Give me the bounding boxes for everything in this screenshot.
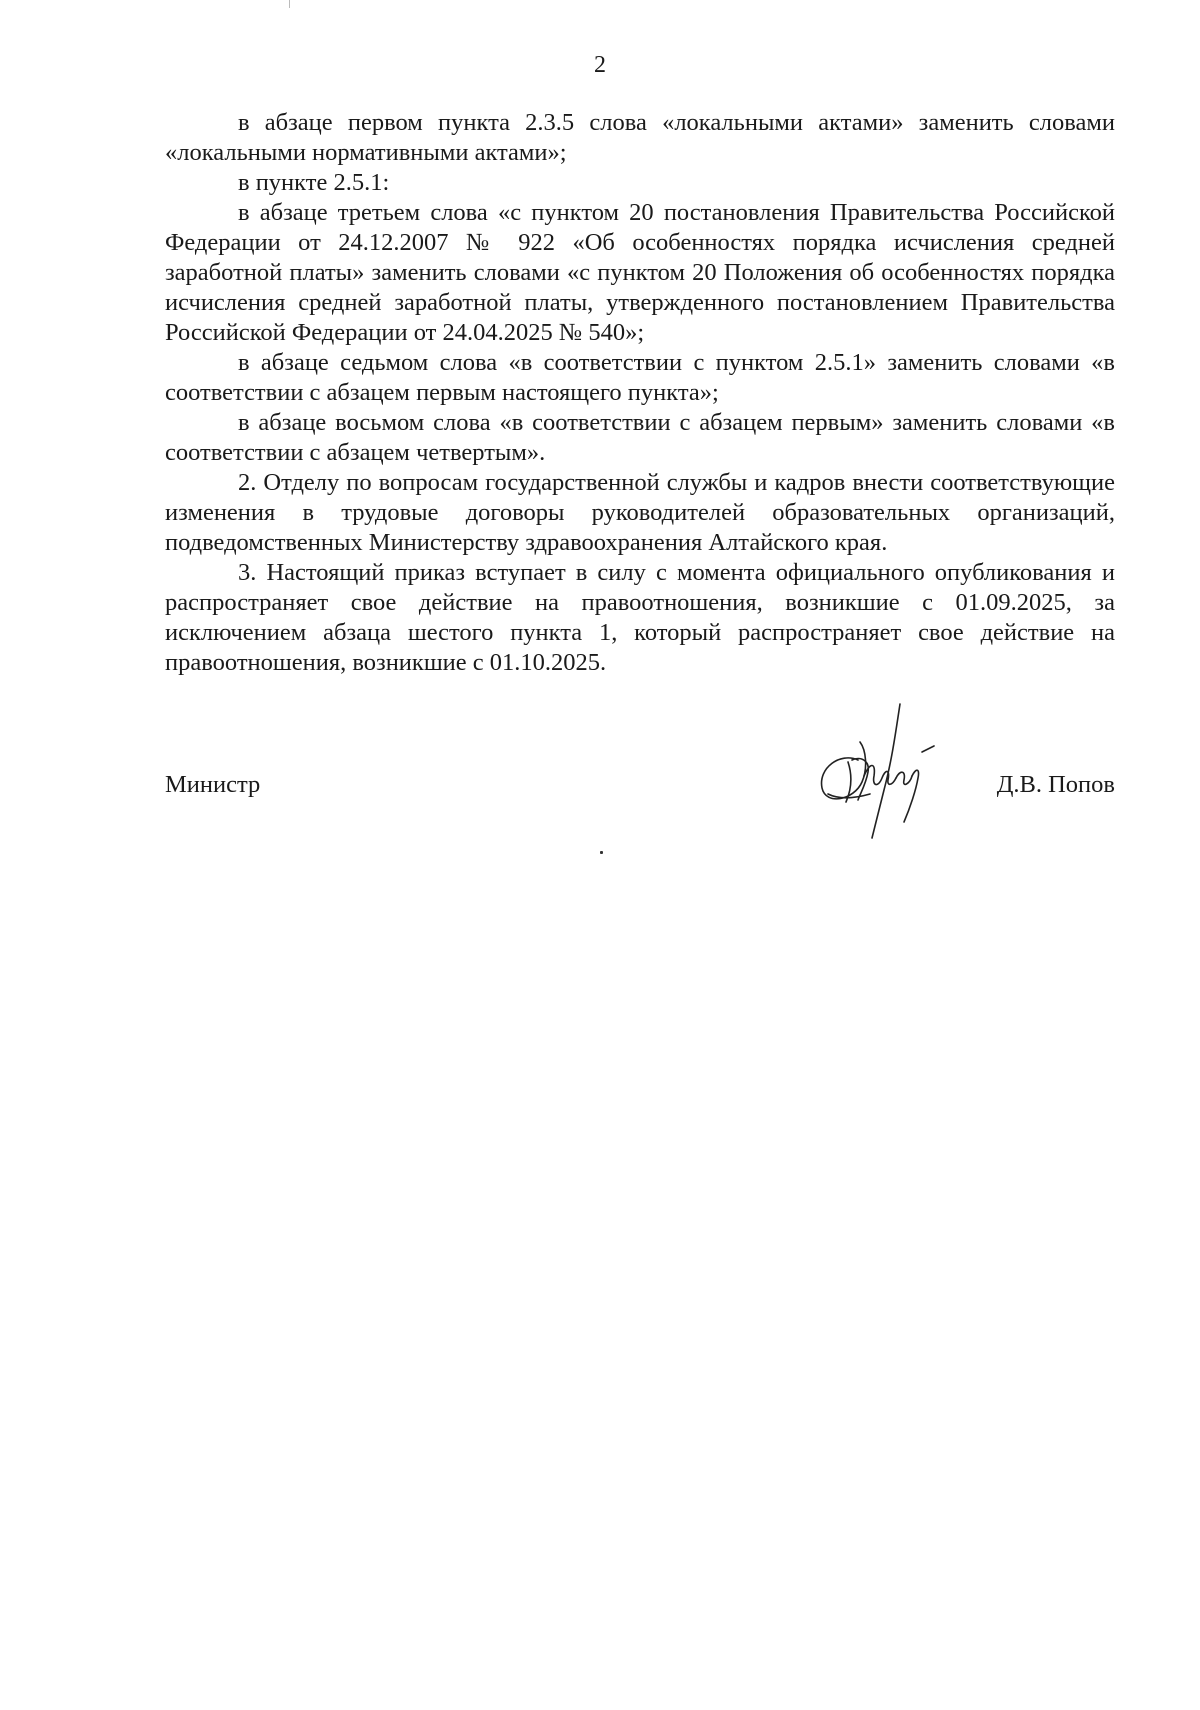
scan-artifact	[289, 0, 290, 8]
paragraph-amend-eighth-abzac: в абзаце восьмом слова «в соответствии с абзацем первым» заменить словами «в соответствии с абзацем четвертым».	[165, 409, 1115, 466]
document-body	[165, 108, 1115, 678]
paragraph-item-3: 3. Настоящий приказ вступает в силу с момента официального опубликования и распространяет свое действие на правоотношения, возникшие с 01.09.2025, за исключением абзаца шестого пункта 1, который распространяет свое действие на правоотношения, возникшие с 01.10.2025.	[165, 559, 1115, 676]
scan-dot	[600, 851, 603, 854]
signatory-name: Д.В. Попов	[996, 771, 1115, 798]
signature-block	[165, 690, 1115, 840]
paragraph-amend-third-abzac: в абзаце третьем слова «с пунктом 20 постановления Правительства Российской Федерации от 24.12.2007 № 922 «Об особенностях порядка исчисления средней заработной платы» заменить словами «с пунктом 20 Положения об особенностях порядка исчисления средней заработной платы, утвержденного постановлением Правительства Российской Федерации от 24.04.2025 № 540»;	[165, 199, 1115, 346]
paragraph-amend-2-3-5: в абзаце первом пункта 2.3.5 слова «локальными актами» заменить словами «локальными нормативными актами»;	[165, 109, 1115, 166]
handwritten-signature	[800, 690, 940, 840]
signatory-position: Министр	[165, 771, 261, 798]
page-number: 2	[594, 52, 606, 78]
paragraph-item-2: 2. Отделу по вопросам государственной службы и кадров внести соответствующие изменения в трудовые договоры руководителей образовательных организаций, подведомственных Министерству здравоохранения Алтайского края.	[165, 469, 1115, 556]
paragraph-point-2-5-1: в пункте 2.5.1:	[238, 169, 390, 196]
paragraph-amend-seventh-abzac: в абзаце седьмом слова «в соответствии с пунктом 2.5.1» заменить словами «в соответствии с абзацем первым настоящего пункта»;	[165, 349, 1115, 406]
